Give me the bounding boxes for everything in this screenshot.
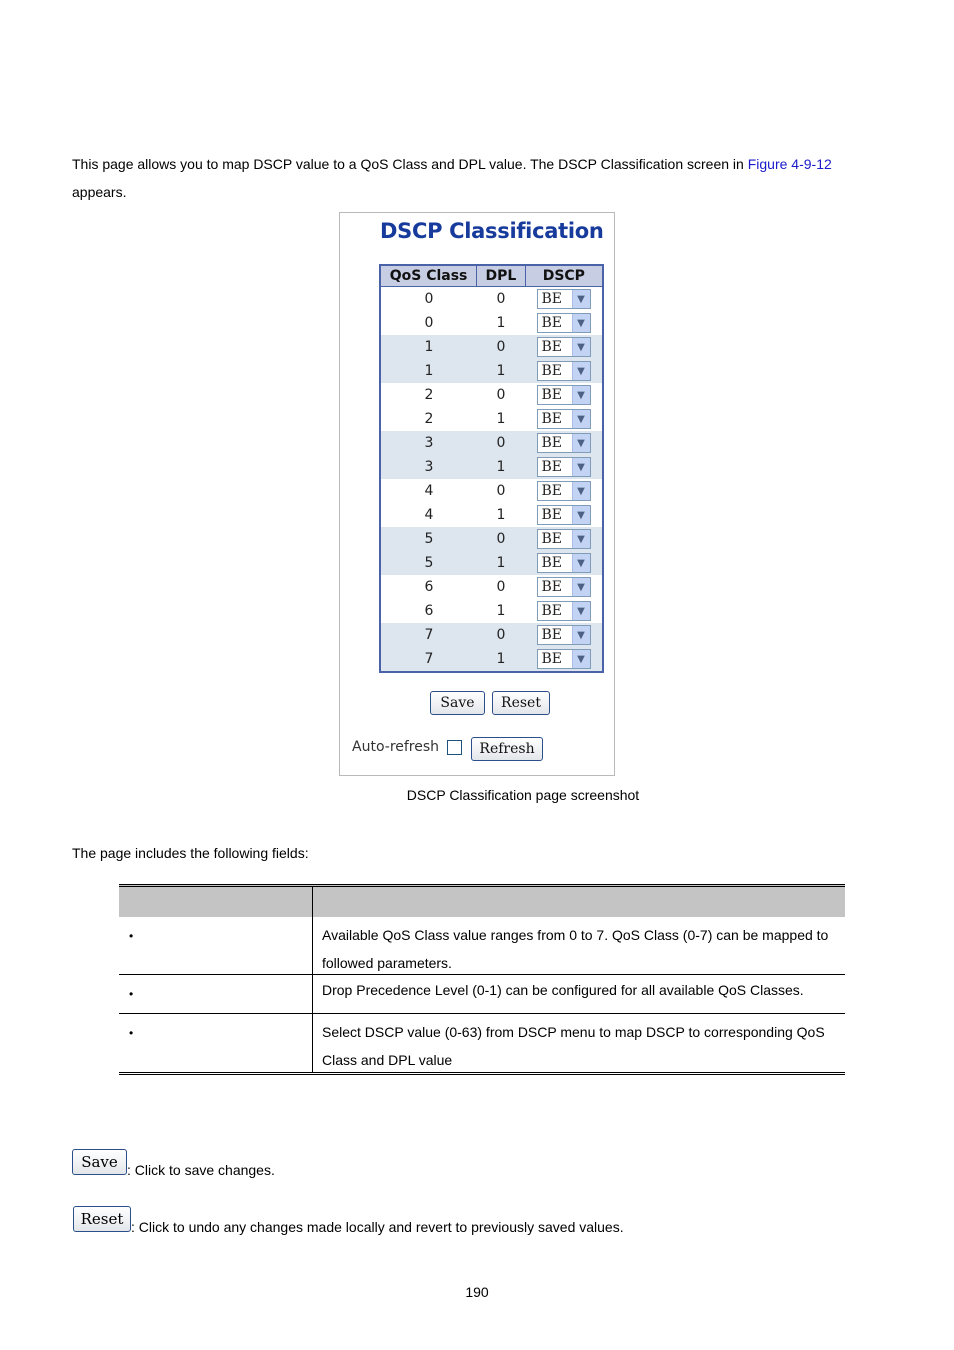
dscp-cell — [525, 649, 602, 669]
chevron-down-icon[interactable]: ▼ — [572, 650, 590, 668]
dpl-cell: 0 — [496, 483, 506, 499]
dscp-select[interactable] — [537, 601, 591, 621]
chevron-down-icon[interactable]: ▼ — [572, 434, 590, 452]
dpl-cell: 1 — [496, 315, 506, 331]
dscp-table — [379, 264, 604, 673]
dscp-select[interactable] — [537, 481, 591, 501]
chevron-down-icon[interactable]: ▼ — [572, 626, 590, 644]
chevron-down-icon[interactable]: ▼ — [572, 314, 590, 332]
chevron-down-icon[interactable]: ▼ — [572, 386, 590, 404]
dpl-cell: 0 — [496, 579, 506, 595]
dscp-select[interactable] — [537, 313, 591, 333]
dscp-cell — [525, 385, 602, 405]
dscp-select-value: BE — [541, 603, 563, 619]
dscp-select[interactable] — [537, 361, 591, 381]
dscp-cell — [525, 505, 602, 525]
qos-class-cell: 4 — [424, 507, 434, 523]
dpl-cell: 1 — [496, 651, 506, 667]
table-row — [381, 503, 602, 527]
dscp-cell — [525, 457, 602, 477]
refresh-button[interactable]: Refresh — [471, 737, 543, 761]
field-description: Select DSCP value (0-63) from DSCP menu to map DSCP to corresponding QoS Class and DPL value — [322, 1024, 825, 1068]
chevron-down-icon[interactable]: ▼ — [572, 554, 590, 572]
page-title: DSCP Classification — [380, 219, 604, 243]
qos-class-cell: 2 — [424, 387, 434, 403]
qos-class-cell: 5 — [424, 531, 434, 547]
dpl-cell: 0 — [496, 627, 506, 643]
fields-table-header — [119, 884, 845, 917]
dscp-select[interactable] — [537, 385, 591, 405]
table-row — [381, 311, 602, 335]
dscp-select[interactable] — [537, 289, 591, 309]
dpl-cell: 0 — [496, 531, 506, 547]
table-row — [381, 383, 602, 407]
chevron-down-icon[interactable]: ▼ — [572, 458, 590, 476]
chevron-down-icon[interactable]: ▼ — [572, 578, 590, 596]
chevron-down-icon[interactable]: ▼ — [572, 338, 590, 356]
qos-class-cell: 7 — [424, 627, 434, 643]
bullet-icon: • — [129, 1026, 134, 1040]
dpl-cell: 1 — [496, 555, 506, 571]
dpl-cell: 1 — [496, 603, 506, 619]
qos-class-cell: 5 — [424, 555, 434, 571]
qos-class-cell: 1 — [424, 339, 434, 355]
dscp-select-value: BE — [541, 483, 563, 499]
bullet-icon: • — [129, 929, 134, 943]
field-description: Available QoS Class value ranges from 0 to 7. QoS Class (0-7) can be mapped to followed parameters. — [322, 927, 829, 971]
header-dpl: DPL — [477, 266, 526, 286]
table-row — [381, 647, 602, 671]
dscp-select-value: BE — [541, 531, 563, 547]
header-qos-class: QoS Class — [381, 266, 477, 286]
dpl-cell: 1 — [496, 411, 506, 427]
dpl-cell: 0 — [496, 435, 506, 451]
table-row — [381, 431, 602, 455]
dscp-cell — [525, 409, 602, 429]
chevron-down-icon[interactable]: ▼ — [572, 362, 590, 380]
fields-intro: The page includes the following fields: — [72, 845, 309, 861]
dscp-select-value: BE — [541, 411, 563, 427]
qos-class-cell: 7 — [424, 651, 434, 667]
qos-class-cell: 2 — [424, 411, 434, 427]
chevron-down-icon[interactable]: ▼ — [572, 410, 590, 428]
table-row — [381, 335, 602, 359]
table-row — [381, 407, 602, 431]
table-header — [381, 266, 602, 287]
reset-description: : Click to undo any changes made locally and revert to previously saved values. — [131, 1219, 624, 1235]
header-dscp: DSCP — [542, 268, 585, 284]
dpl-cell: 1 — [496, 507, 506, 523]
dscp-select[interactable] — [537, 409, 591, 429]
dpl-cell: 0 — [496, 291, 506, 307]
qos-class-cell: 4 — [424, 483, 434, 499]
page-number: 190 — [465, 1284, 489, 1300]
chevron-down-icon[interactable]: ▼ — [572, 290, 590, 308]
save-button[interactable]: Save — [430, 691, 485, 715]
dscp-cell — [525, 481, 602, 501]
chevron-down-icon[interactable]: ▼ — [572, 530, 590, 548]
qos-class-cell: 6 — [424, 579, 434, 595]
intro-text-after: appears. — [72, 184, 127, 200]
dscp-select-value: BE — [541, 291, 563, 307]
dscp-select-value: BE — [541, 651, 563, 667]
table-row — [119, 975, 845, 1014]
dscp-select-value: BE — [541, 555, 563, 571]
qos-class-cell: 6 — [424, 603, 434, 619]
figure-link[interactable]: Figure 4-9-12 — [747, 156, 832, 172]
dscp-select[interactable] — [537, 505, 591, 525]
dscp-select-value: BE — [541, 435, 563, 451]
qos-class-cell: 3 — [424, 435, 434, 451]
dscp-select-value: BE — [541, 339, 563, 355]
dscp-cell — [525, 625, 602, 645]
dscp-cell — [525, 553, 602, 573]
dscp-select-value: BE — [541, 387, 563, 403]
reset-button-doc[interactable]: Reset — [73, 1206, 131, 1232]
intro-text-before: This page allows you to map DSCP value to a QoS Class and DPL value. The DSCP Classification screen in — [72, 156, 748, 172]
dpl-cell: 1 — [496, 459, 506, 475]
dscp-cell — [525, 337, 602, 357]
dscp-select[interactable] — [537, 625, 591, 645]
dscp-select[interactable] — [537, 553, 591, 573]
figure-caption: DSCP Classification page screenshot — [406, 787, 640, 803]
dpl-cell: 1 — [496, 363, 506, 379]
dscp-select-value: BE — [541, 507, 563, 523]
dscp-select-value: BE — [541, 459, 563, 475]
save-button-doc[interactable]: Save — [72, 1149, 127, 1175]
dscp-select-value: BE — [541, 579, 563, 595]
dscp-select[interactable] — [537, 577, 591, 597]
auto-refresh-checkbox[interactable] — [447, 740, 462, 755]
table-row — [381, 455, 602, 479]
table-row — [381, 359, 602, 383]
dscp-select-value: BE — [541, 363, 563, 379]
dscp-select[interactable] — [537, 433, 591, 453]
table-row — [381, 551, 602, 575]
table-row — [381, 527, 602, 551]
table-row — [119, 1014, 845, 1075]
bullet-icon: • — [129, 987, 134, 1001]
table-row — [381, 575, 602, 599]
qos-class-cell: 3 — [424, 459, 434, 475]
dscp-cell — [525, 529, 602, 549]
dscp-select-value: BE — [541, 627, 563, 643]
dscp-select[interactable] — [537, 337, 591, 357]
table-row — [381, 479, 602, 503]
fields-table — [119, 884, 845, 1075]
reset-button[interactable]: Reset — [492, 691, 550, 715]
dpl-cell: 0 — [496, 387, 506, 403]
field-description: Drop Precedence Level (0-1) can be configured for all available QoS Classes. — [322, 982, 804, 998]
qos-class-cell: 1 — [424, 363, 434, 379]
intro-paragraph — [72, 150, 872, 206]
qos-class-cell: 0 — [424, 315, 434, 331]
dscp-cell — [525, 313, 602, 333]
dscp-classification-screenshot — [339, 212, 615, 776]
auto-refresh-label: Auto-refresh — [352, 739, 440, 755]
chevron-down-icon[interactable]: ▼ — [572, 602, 590, 620]
qos-class-cell: 0 — [424, 291, 434, 307]
dscp-cell — [525, 433, 602, 453]
dscp-cell — [525, 577, 602, 597]
dscp-cell — [525, 289, 602, 309]
table-row — [381, 599, 602, 623]
dpl-cell: 0 — [496, 339, 506, 355]
table-body — [381, 287, 602, 671]
table-row — [381, 287, 602, 311]
save-description: : Click to save changes. — [127, 1162, 275, 1178]
dscp-cell — [525, 361, 602, 381]
dscp-select[interactable] — [537, 529, 591, 549]
table-row — [119, 917, 845, 975]
chevron-down-icon[interactable]: ▼ — [572, 506, 590, 524]
dscp-select-value: BE — [541, 315, 563, 331]
dscp-select[interactable] — [537, 457, 591, 477]
dscp-cell — [525, 601, 602, 621]
chevron-down-icon[interactable]: ▼ — [572, 482, 590, 500]
table-row — [381, 623, 602, 647]
dscp-select[interactable] — [537, 649, 591, 669]
